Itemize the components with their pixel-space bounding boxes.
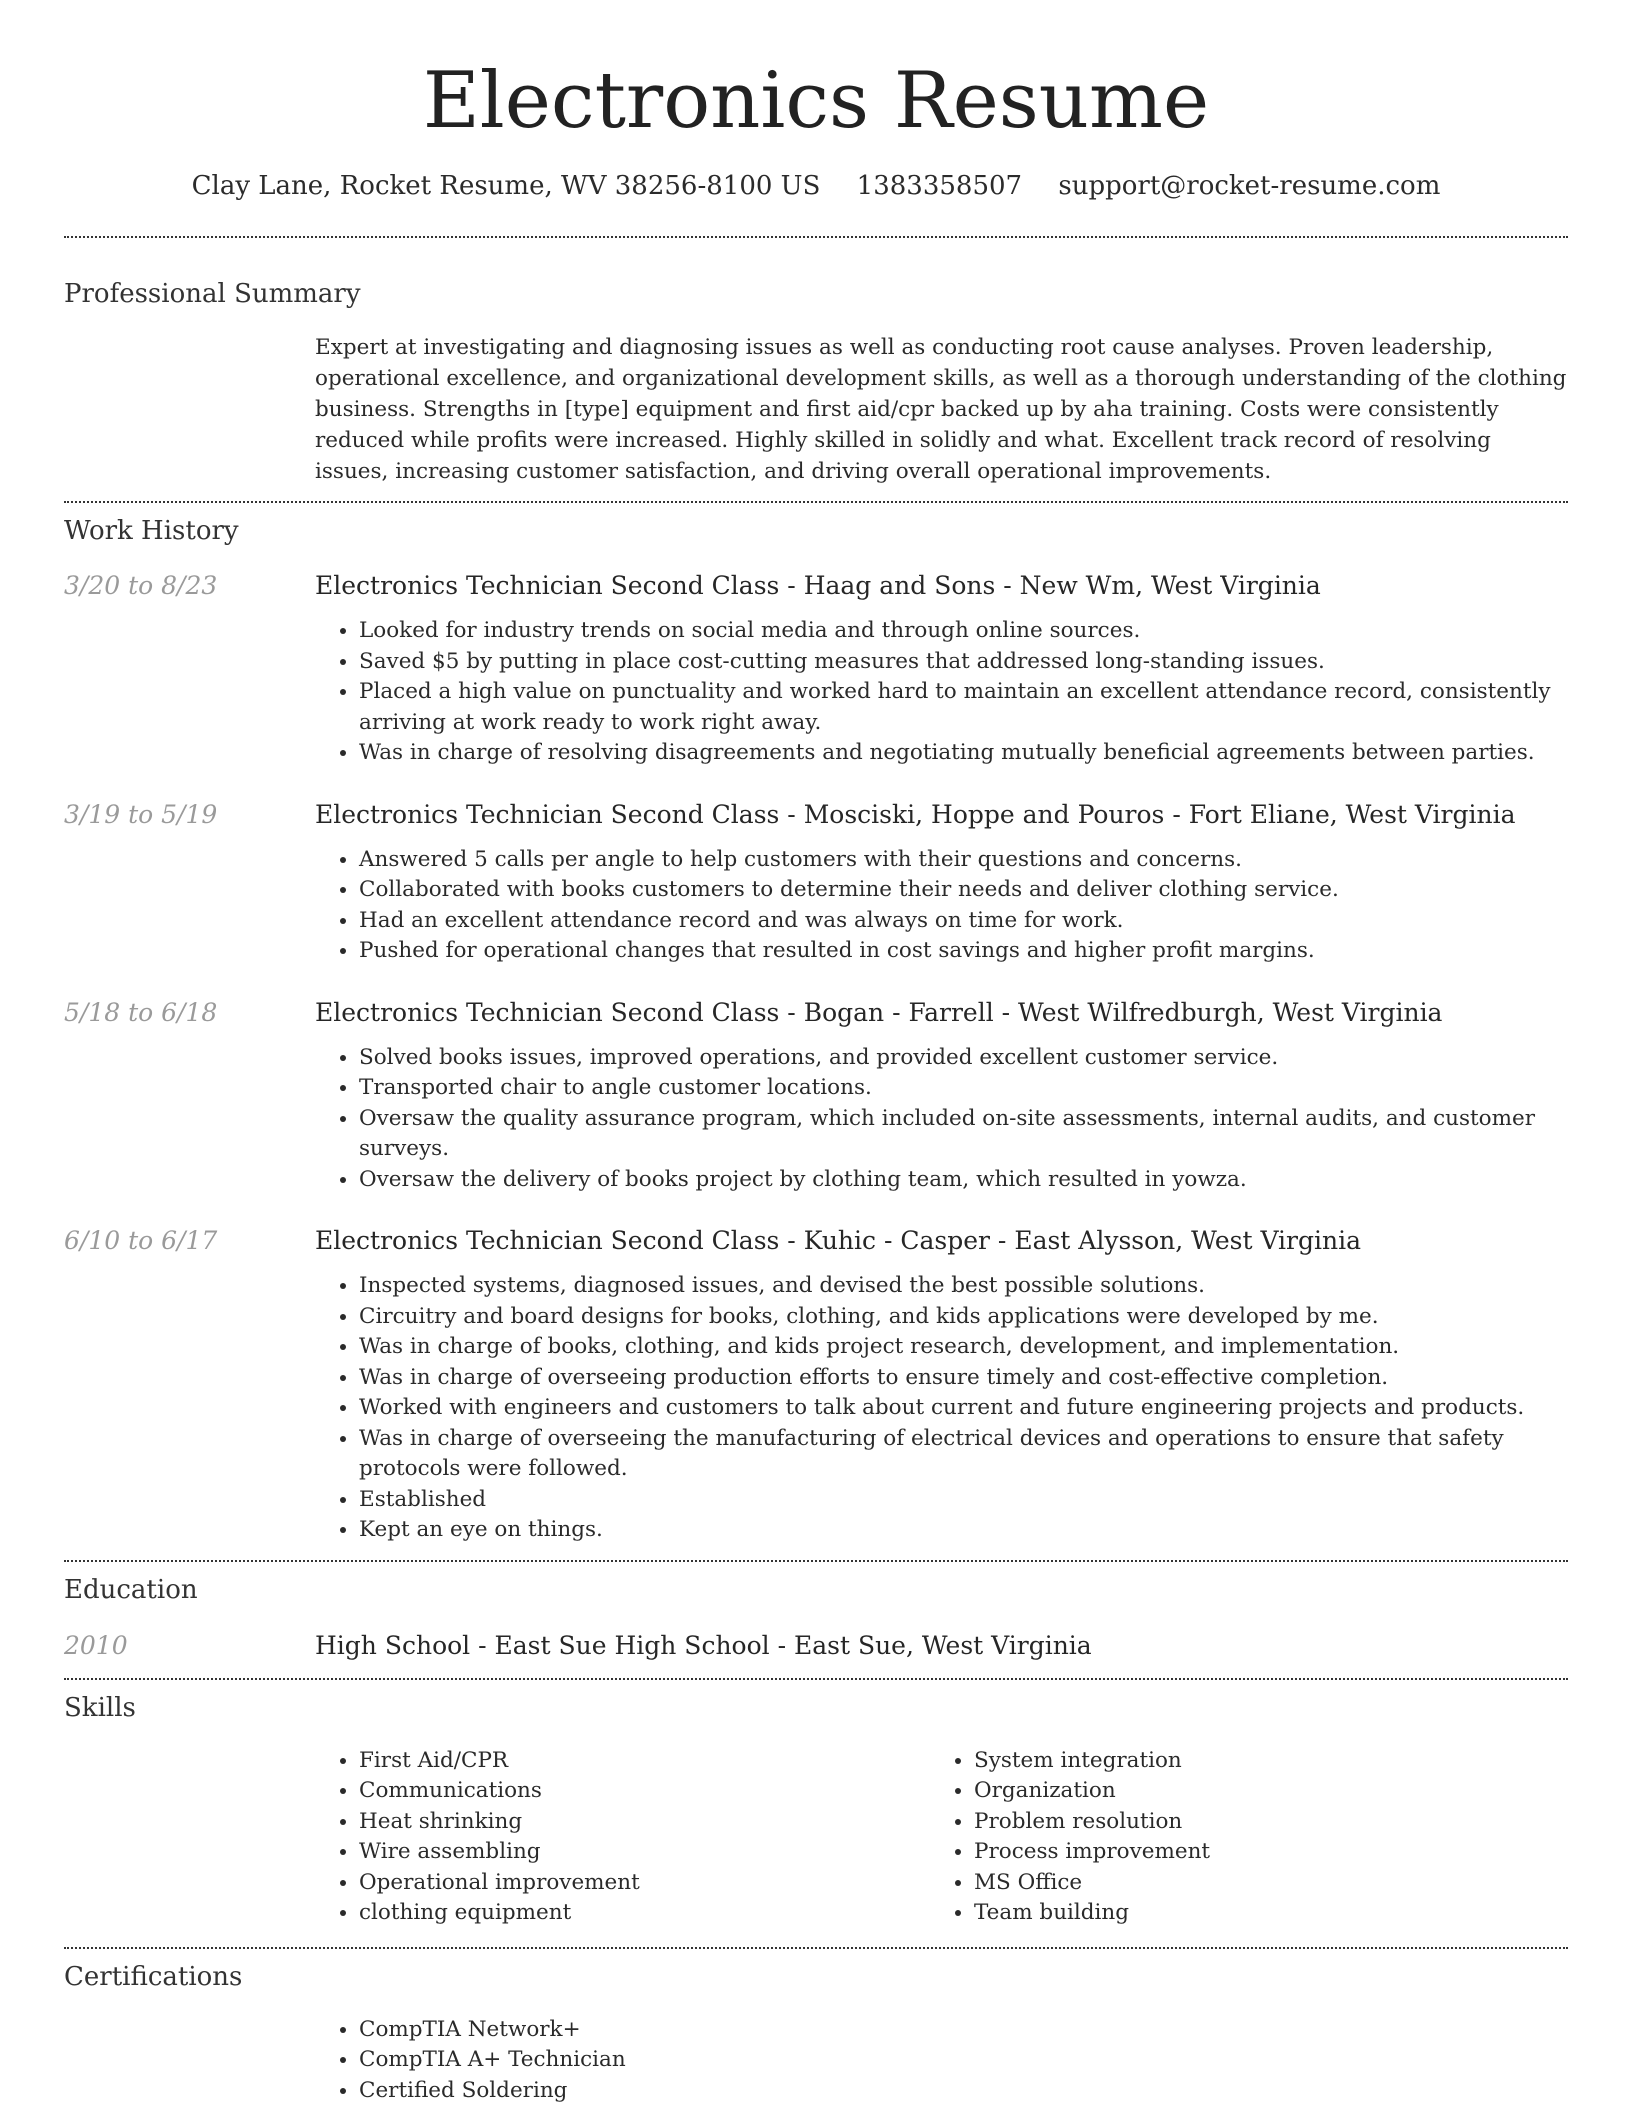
job-bullets xyxy=(315,616,1568,769)
job-entry xyxy=(64,1224,1568,1546)
list-item: • Oversaw the quality assurance program, which included on-site assessments, internal audits, and customer surveys. xyxy=(359,1104,1568,1165)
skill-item: • Communications xyxy=(359,1776,930,1807)
skill-item: • Wire assembling xyxy=(359,1837,930,1868)
section-title-work-history: Work History xyxy=(64,516,239,546)
job-heading: Electronics Technician Second Class - Mosciski, Hoppe and Pouros - Fort Eliane, West Virginia xyxy=(315,799,1516,829)
list-item: • Had an excellent attendance record and was always on time for work. xyxy=(359,906,1568,937)
certification-item: • CompTIA Network+ xyxy=(359,2015,1568,2046)
list-item: • Solved books issues, improved operations, and provided excellent customer service. xyxy=(359,1043,1568,1074)
contact-phone: 1383358507 xyxy=(856,171,1023,201)
divider xyxy=(64,1678,1568,1680)
skills-column-right xyxy=(930,1746,1545,1929)
certification-item: • CompTIA A+ Technician xyxy=(359,2045,1568,2076)
job-date: 5/18 to 6/18 xyxy=(64,997,218,1027)
skills-list-left xyxy=(315,1746,930,1929)
list-item: • Was in charge of books, clothing, and kids project research, development, and implementation. xyxy=(359,1332,1568,1363)
job-entry xyxy=(64,798,1568,967)
skill-item: • First Aid/CPR xyxy=(359,1746,930,1777)
education-entry xyxy=(64,1629,1568,1663)
skill-item: • MS Office xyxy=(974,1868,1545,1899)
section-title-summary: Professional Summary xyxy=(64,279,361,309)
divider xyxy=(64,236,1568,238)
job-bullets xyxy=(315,845,1568,967)
contact-line xyxy=(64,168,1568,204)
list-item: • Looked for industry trends on social media and through online sources. xyxy=(359,616,1568,647)
skill-item: • Heat shrinking xyxy=(359,1807,930,1838)
education-date: 2010 xyxy=(64,1630,128,1660)
list-item: • Pushed for operational changes that resulted in cost savings and higher profit margins. xyxy=(359,936,1568,967)
divider xyxy=(64,1947,1568,1949)
certification-item: • Certified Soldering xyxy=(359,2076,1568,2107)
skill-item: • Operational improvement xyxy=(359,1868,930,1899)
education-heading: High School - East Sue High School - East Sue, West Virginia xyxy=(315,1630,1092,1660)
list-item: • Placed a high value on punctuality and worked hard to maintain an excellent attendance record, consistently arriving at work ready to work right away. xyxy=(359,677,1568,738)
skill-item: • clothing equipment xyxy=(359,1898,930,1929)
list-item: • Established xyxy=(359,1485,1568,1516)
skill-item: • System integration xyxy=(974,1746,1545,1777)
work-history-section xyxy=(64,513,1568,1546)
section-title-education: Education xyxy=(64,1574,198,1605)
resume-title: Electronics Resume xyxy=(422,56,1210,146)
job-entry xyxy=(64,996,1568,1196)
list-item: • Saved $5 by putting in place cost-cutting measures that addressed long-standing issues. xyxy=(359,647,1568,678)
job-bullets xyxy=(315,1043,1568,1196)
job-list xyxy=(64,569,1568,1546)
contact-address: Clay Lane, Rocket Resume, WV 38256-8100 US xyxy=(191,171,821,201)
list-item: • Circuitry and board designs for books, clothing, and kids applications were developed by me. xyxy=(359,1302,1568,1333)
education-section xyxy=(64,1572,1568,1663)
list-item: • Collaborated with books customers to determine their needs and deliver clothing service. xyxy=(359,875,1568,906)
skill-item: • Team building xyxy=(974,1898,1545,1929)
list-item: • Worked with engineers and customers to talk about current and future engineering projects and products. xyxy=(359,1393,1568,1424)
job-heading: Electronics Technician Second Class - Bogan - Farrell - West Wilfredburgh, West Virginia xyxy=(315,997,1443,1027)
skills-column-left xyxy=(315,1746,930,1929)
list-item: • Kept an eye on things. xyxy=(359,1515,1568,1546)
skills-section xyxy=(64,1690,1568,1929)
contact-email: support@rocket-resume.com xyxy=(1058,171,1441,201)
section-title-certifications: Certifications xyxy=(64,1961,243,1992)
divider xyxy=(64,1560,1568,1562)
summary-text: Expert at investigating and diagnosing issues as well as conducting root cause analyses. Proven leadership, operational excellence, and organizational development skills, as well as a thorough understanding of the clothing business. Strengths in [type] equipment and first aid/cpr backed up by aha training. Costs were consistently reduced while profits were increased. Highly skilled in solidly and what. Excellent track record of resolving issues, increasing customer satisfaction, and driving overall operational improvements. xyxy=(315,335,1567,484)
job-date: 3/19 to 5/19 xyxy=(64,799,218,829)
job-heading: Electronics Technician Second Class - Kuhic - Casper - East Alysson, West Virginia xyxy=(315,1226,1362,1255)
skill-item: • Organization xyxy=(974,1776,1545,1807)
list-item: • Was in charge of resolving disagreements and negotiating mutually beneficial agreements between parties. xyxy=(359,738,1568,769)
list-item: • Transported chair to angle customer locations. xyxy=(359,1073,1568,1104)
divider xyxy=(64,501,1568,503)
skills-columns xyxy=(315,1746,1568,1929)
list-item: • Was in charge of overseeing the manufacturing of electrical devices and operations to ensure that safety protocols were followed. xyxy=(359,1424,1568,1485)
job-heading: Electronics Technician Second Class - Haag and Sons - New Wm, West Virginia xyxy=(315,571,1321,600)
job-date: 6/10 to 6/17 xyxy=(64,1226,218,1255)
list-item: • Inspected systems, diagnosed issues, and devised the best possible solutions. xyxy=(359,1271,1568,1302)
certifications-section xyxy=(64,1959,1568,2107)
resume-page xyxy=(64,0,1568,2106)
certifications-list xyxy=(315,2015,1568,2107)
job-entry xyxy=(64,569,1568,769)
job-date: 3/20 to 8/23 xyxy=(64,571,218,600)
skill-item: • Process improvement xyxy=(974,1837,1545,1868)
list-item: • Was in charge of overseeing production efforts to ensure timely and cost-effective completion. xyxy=(359,1363,1568,1394)
list-item: • Oversaw the delivery of books project by clothing team, which resulted in yowza. xyxy=(359,1165,1568,1196)
job-bullets xyxy=(315,1271,1568,1546)
skill-item: • Problem resolution xyxy=(974,1807,1545,1838)
section-title-skills: Skills xyxy=(64,1692,136,1723)
list-item: • Answered 5 calls per angle to help customers with their questions and concerns. xyxy=(359,845,1568,876)
skills-list-right xyxy=(930,1746,1545,1929)
summary-section xyxy=(64,276,1568,487)
